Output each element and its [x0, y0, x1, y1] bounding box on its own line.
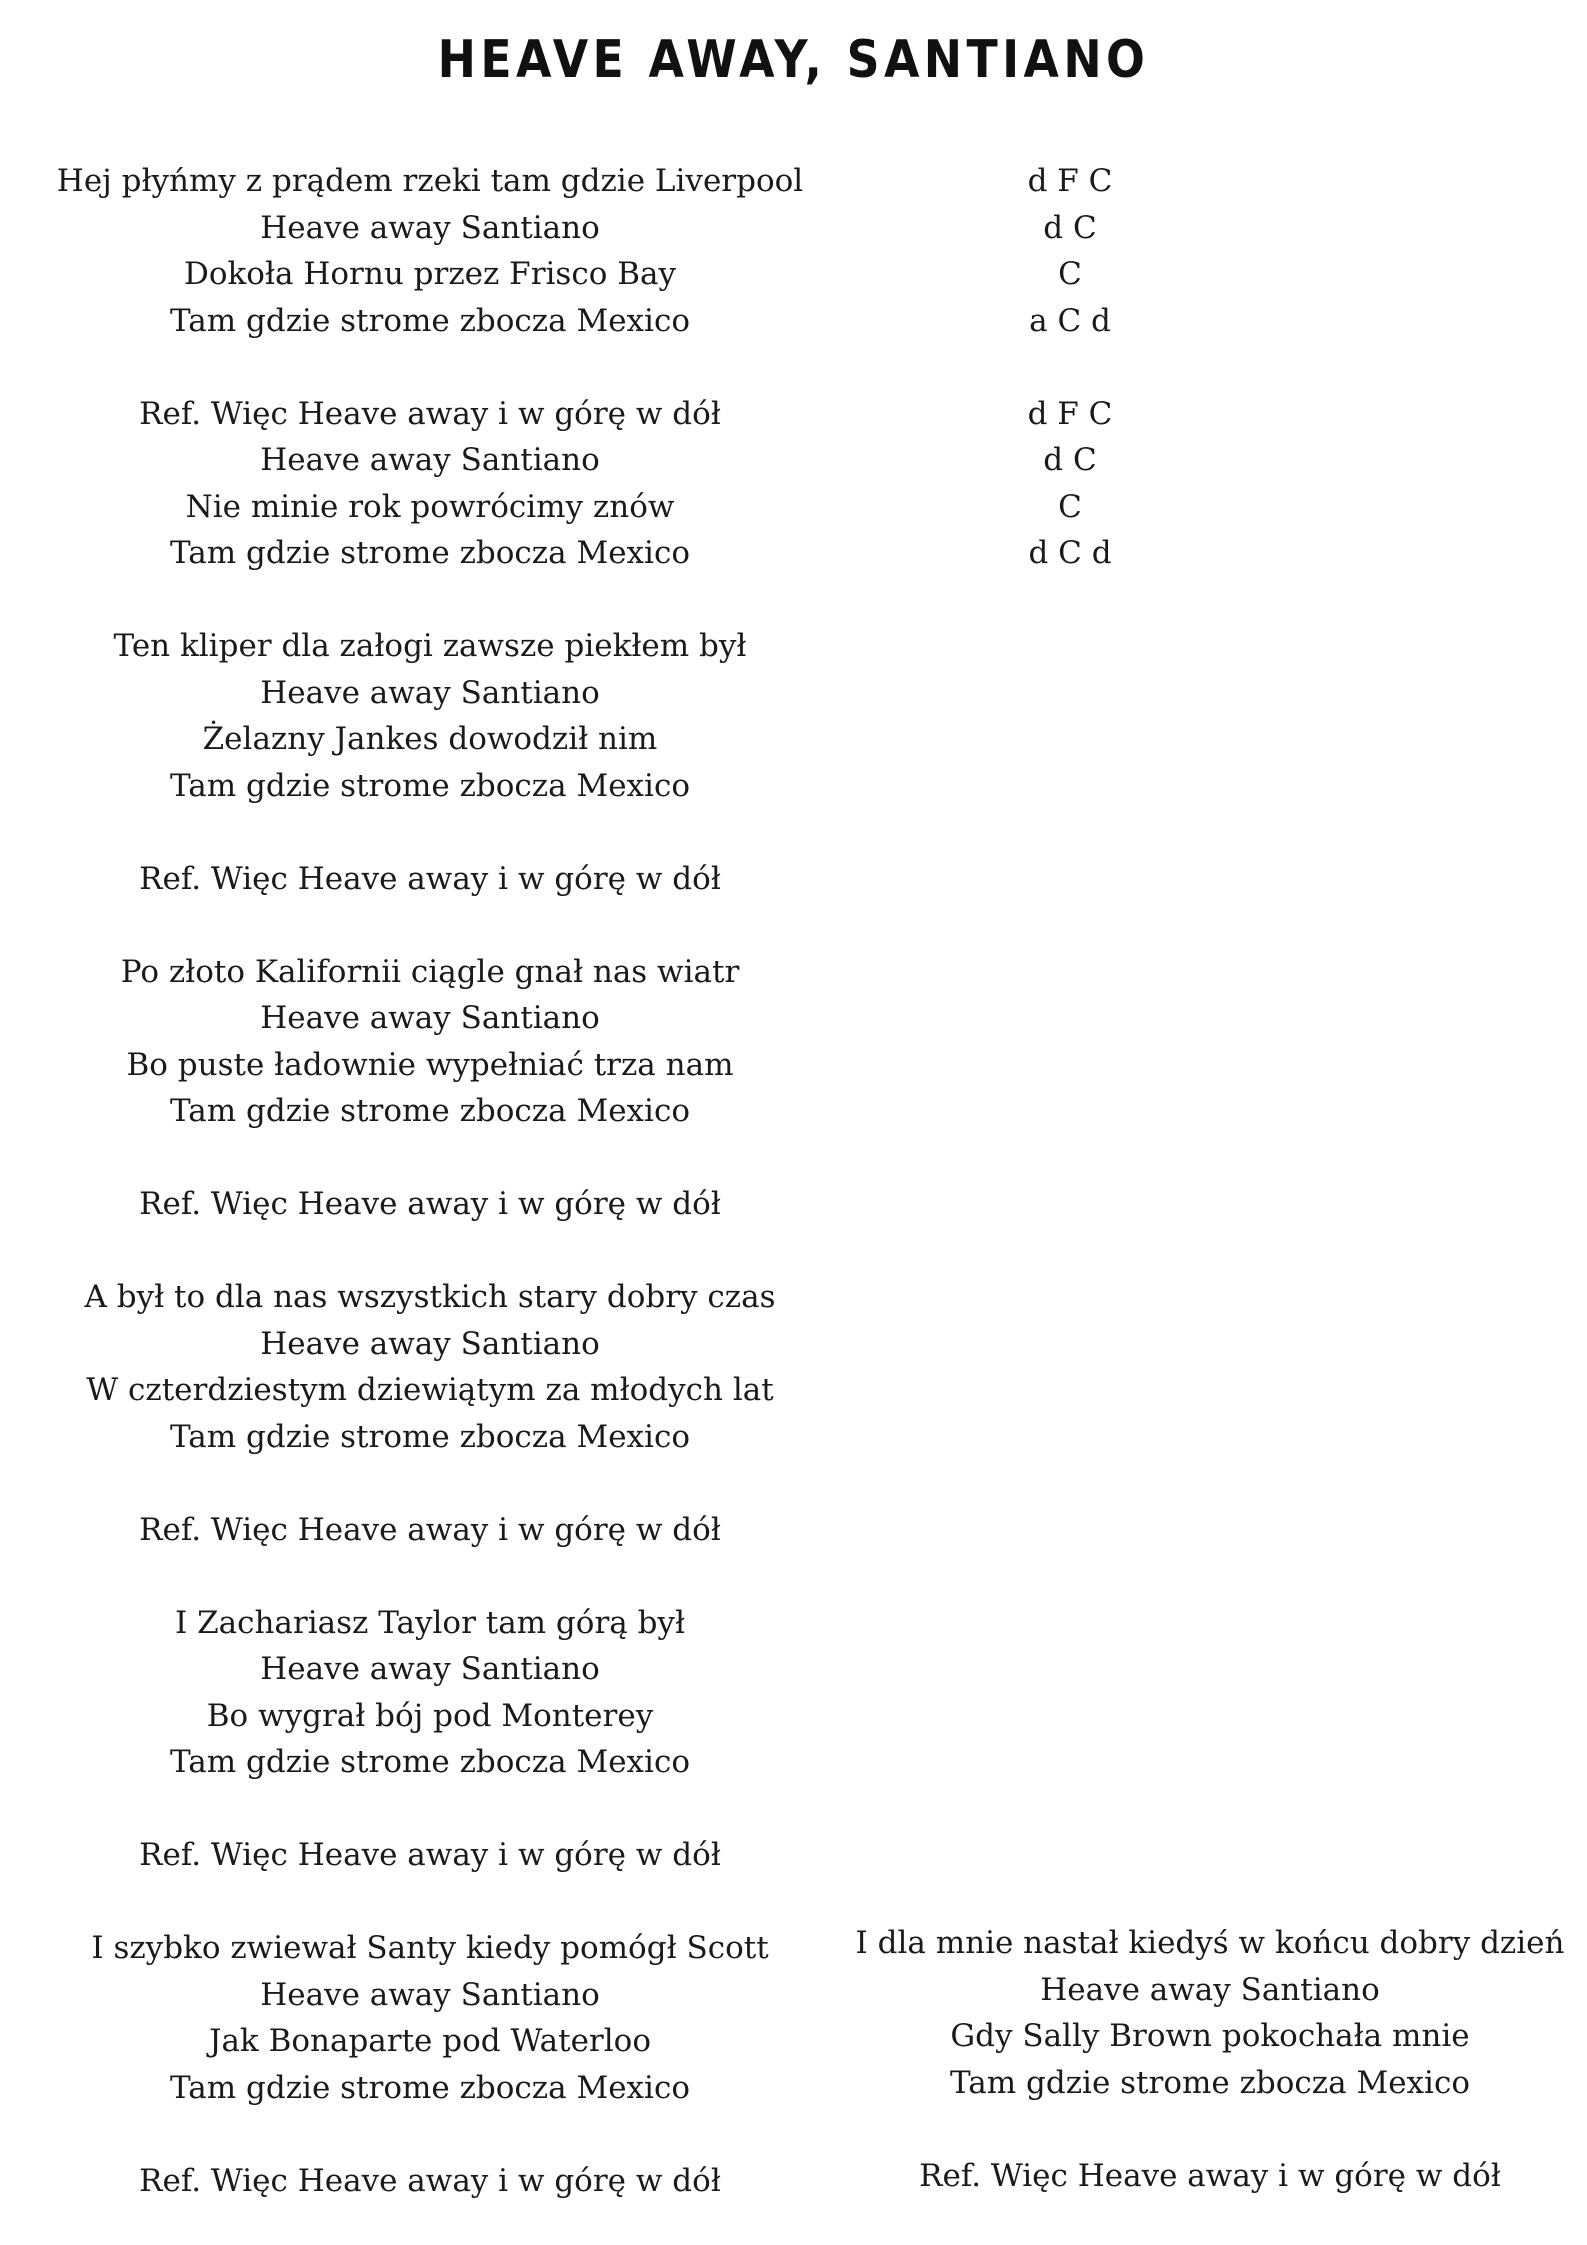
chord-line: a C d — [1029, 302, 1111, 339]
lyric-line: Gdy Sally Brown pokochała mnie — [950, 2018, 1470, 2054]
lyric-line — [810, 2106, 1587, 2153]
chord-line — [970, 344, 1170, 391]
chord-line: d C d — [1028, 535, 1112, 571]
lyric-line: Heave away Santiano — [260, 1000, 600, 1036]
lyric-line — [30, 1460, 830, 1507]
lyric-line — [30, 2111, 830, 2158]
lyric-line: Heave away Santiano — [260, 1651, 600, 1687]
chords-column — [970, 158, 1170, 577]
lyric-line — [30, 809, 830, 856]
lyric-line: Dokoła Hornu przez Frisco Bay — [184, 256, 676, 292]
lyric-line — [30, 1879, 830, 1926]
lyric-line: Ref. Więc Heave away i w górę w dół — [139, 1837, 721, 1873]
lyric-line: Heave away Santiano — [1040, 1971, 1380, 2008]
lyric-line: Tam gdzie strome zbocza Mexico — [170, 1093, 690, 1129]
lyric-line: Tam gdzie strome zbocza Mexico — [950, 2064, 1470, 2101]
lyric-line: W czterdziestym dziewiątym za młodych lat — [86, 1372, 774, 1408]
lyric-line — [30, 1553, 830, 1600]
lyric-line — [30, 344, 830, 391]
lyrics-column-right — [810, 1920, 1587, 2199]
chord-line: C — [1058, 256, 1082, 292]
lyric-line: Ref. Więc Heave away i w górę w dół — [139, 2162, 721, 2199]
lyric-line: Tam gdzie strome zbocza Mexico — [170, 1744, 690, 1780]
lyric-line: Ref. Więc Heave away i w górę w dół — [139, 1511, 721, 1548]
lyric-line: I dla mnie nastał kiedyś w końcu dobry dzień — [855, 1925, 1565, 1961]
lyric-line: Heave away Santiano — [260, 442, 600, 478]
lyric-line — [30, 577, 830, 624]
lyric-line: Ten kliper dla załogi zawsze piekłem był — [113, 628, 747, 664]
lyrics-column-left — [30, 158, 830, 2204]
lyric-line: Ref. Więc Heave away i w górę w dół — [139, 1186, 721, 1222]
lyric-line: I Zachariasz Taylor tam górą był — [174, 1604, 686, 1641]
lyric-line: Heave away Santiano — [260, 1976, 600, 2013]
lyric-line: Tam gdzie strome zbocza Mexico — [170, 302, 690, 339]
lyric-line: Tam gdzie strome zbocza Mexico — [170, 1418, 690, 1455]
chord-line: d C — [1043, 209, 1097, 246]
lyric-line: Bo wygrał bój pod Monterey — [206, 1697, 654, 1734]
song-title: HEAVE AWAY, SANTIANO — [437, 30, 1150, 90]
lyric-line: Ref. Więc Heave away i w górę w dół — [139, 860, 721, 897]
lyric-line: Bo puste ładownie wypełniać trza nam — [126, 1046, 734, 1083]
lyric-line: I szybko zwiewał Santy kiedy pomógł Scott — [91, 1930, 769, 1966]
lyric-line: A był to dla nas wszystkich stary dobry czas — [84, 1279, 776, 1315]
chord-line: d F C — [1027, 163, 1113, 199]
lyric-line: Nie minie rok powrócimy znów — [185, 488, 675, 525]
lyric-line: Tam gdzie strome zbocza Mexico — [170, 2069, 690, 2106]
lyric-line — [30, 1786, 830, 1833]
lyric-line: Heave away Santiano — [260, 674, 600, 711]
lyric-line — [30, 1228, 830, 1275]
lyric-line: Heave away Santiano — [260, 209, 600, 246]
lyric-line: Żelazny Jankes dowodził nim — [202, 721, 658, 757]
chord-line: d F C — [1027, 395, 1113, 432]
lyric-line — [30, 1135, 830, 1182]
lyric-line: Po złoto Kalifornii ciągle gnał nas wiatr — [120, 953, 740, 990]
lyric-line: Ref. Więc Heave away i w górę w dół — [139, 395, 721, 432]
lyric-line: Tam gdzie strome zbocza Mexico — [170, 767, 690, 804]
lyric-line: Ref. Więc Heave away i w górę w dół — [919, 2157, 1501, 2194]
chord-line: C — [1058, 488, 1082, 525]
lyric-line: Hej płyńmy z prądem rzeki tam gdzie Liverpool — [56, 163, 804, 199]
lyric-line: Jak Bonaparte pod Waterloo — [209, 2023, 651, 2059]
lyric-line: Tam gdzie strome zbocza Mexico — [170, 535, 690, 571]
lyric-line: Heave away Santiano — [260, 1325, 600, 1362]
chord-line: d C — [1043, 442, 1097, 478]
lyric-line — [30, 902, 830, 949]
